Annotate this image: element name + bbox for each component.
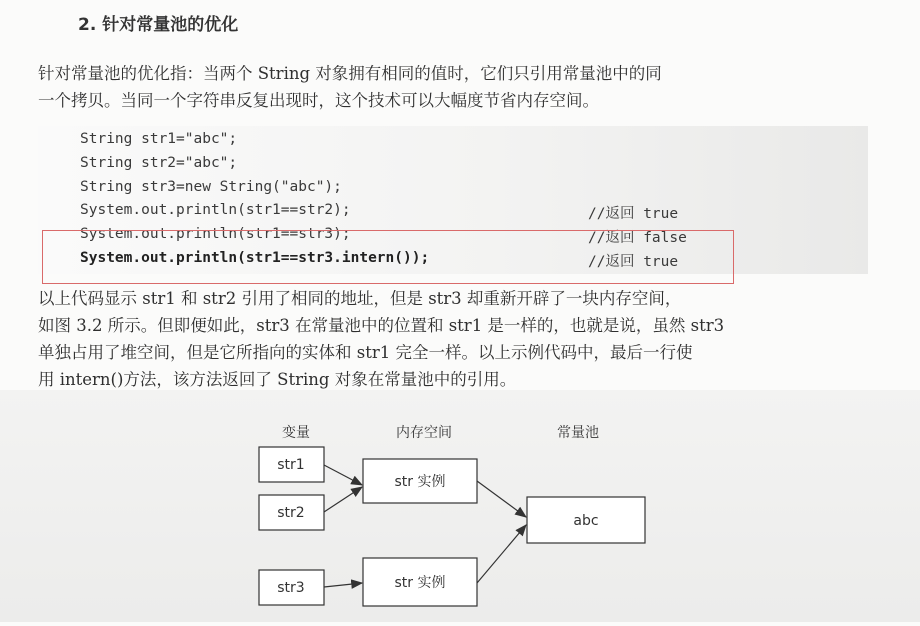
- instance-label-2: str 实例: [394, 575, 446, 591]
- arrow-str1-to-instance: [324, 465, 362, 485]
- arrow-str3-to-instance: [324, 583, 362, 587]
- header-memory: 内存空间: [396, 425, 452, 441]
- paragraph-line: 单独占用了堆空间，但是它所指向的实体和 str1 完全一样。以上示例代码中，最后一行使: [38, 343, 693, 362]
- paragraph-line: 如图 3.2 所示。但即便如此，str3 在常量池中的位置和 str1 是一样的，也就是说，虽然 str3: [38, 316, 725, 335]
- var-label-str3: str3: [277, 580, 305, 596]
- var-label-str2: str2: [277, 505, 305, 521]
- code-line: System.out.println(str1==str3);: [80, 226, 351, 242]
- memory-diagram: [0, 405, 920, 622]
- pool-value: abc: [573, 513, 599, 529]
- code-comment: //返回 true: [588, 206, 679, 222]
- paragraph-line: 用 intern()方法，该方法返回了 String 对象在常量池中的引用。: [38, 370, 517, 389]
- code-comment: //返回 false: [588, 230, 687, 246]
- paragraph-line: 针对常量池的优化指：当两个 String 对象拥有相同的值时，它们只引用常量池中的同: [38, 64, 662, 83]
- var-label-str1: str1: [277, 457, 305, 473]
- code-line: String str3=new String("abc");: [80, 179, 342, 195]
- intro-paragraph: [38, 60, 868, 114]
- arrow-instance2-to-pool: [477, 525, 526, 583]
- arrow-instance1-to-pool: [477, 481, 526, 517]
- paragraph-line: 一个拷贝。当同一个字符串反复出现时，这个技术可以大幅度节省内存空间。: [38, 91, 599, 110]
- header-pool: 常量池: [557, 425, 599, 441]
- code-line: String str2="abc";: [80, 155, 238, 171]
- code-line: String str1="abc";: [80, 131, 238, 147]
- paragraph-line: 以上代码显示 str1 和 str2 引用了相同的地址，但是 str3 却重新开辟了一块内存空间，: [38, 289, 682, 308]
- explanation-paragraph: [38, 285, 868, 393]
- code-line-highlighted: System.out.println(str1==str3.intern());: [80, 250, 430, 266]
- arrow-str2-to-instance: [324, 487, 362, 512]
- instance-label-1: str 实例: [394, 474, 446, 490]
- highlight-box: [42, 230, 734, 284]
- section-title: 2. 针对常量池的优化: [78, 15, 239, 35]
- code-line: System.out.println(str1==str2);: [80, 202, 351, 218]
- header-variables: 变量: [282, 425, 310, 441]
- code-comment: //返回 true: [588, 254, 679, 270]
